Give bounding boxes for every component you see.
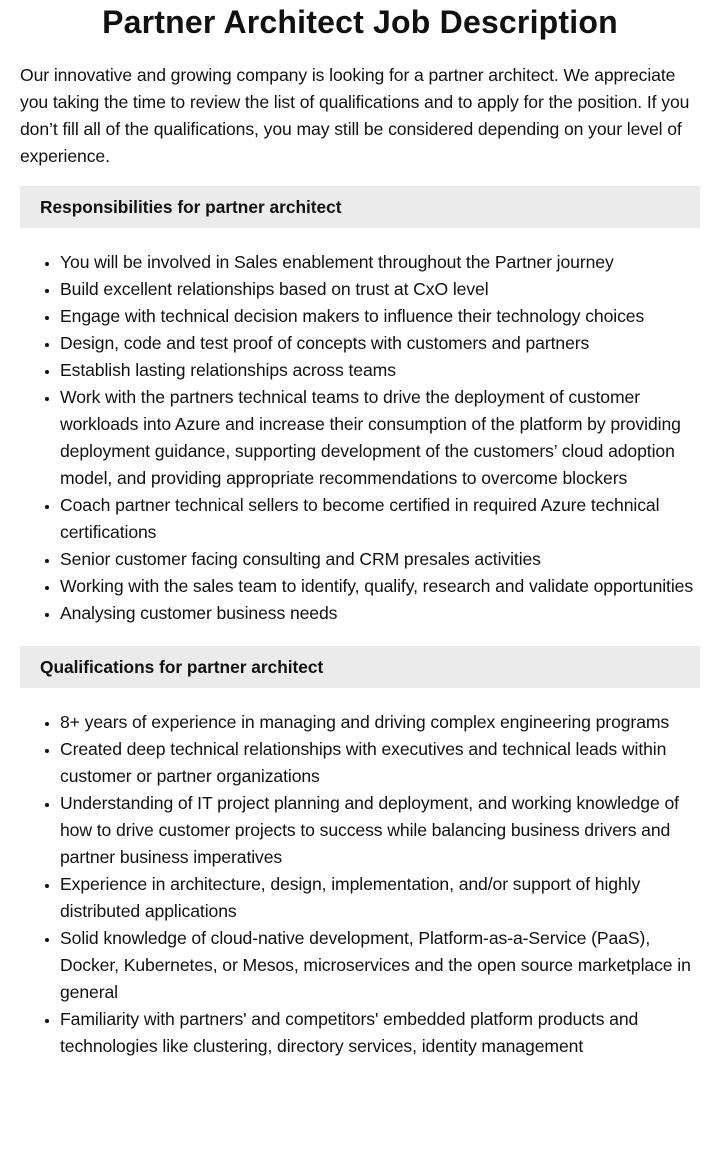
list-item: • Build excellent relationships based on trust at CxO level <box>60 276 700 303</box>
list-item: • 8+ years of experience in managing and driving complex engineering programs <box>60 709 700 736</box>
responsibilities-list <box>20 249 700 627</box>
list-item: • Work with the partners technical teams to drive the deployment of customer workloads into Azure and increase their consumption of the platform by providing deployment guidance, supporting development of the customers’ cloud adoption model, and providing appropriate recommendations to overcome blockers <box>60 384 700 492</box>
qualifications-heading: Qualifications for partner architect <box>20 646 700 688</box>
intro-paragraph: Our innovative and growing company is looking for a partner architect. We appreciate you taking the time to review the list of qualifications and to apply for the position. If you don’t fill all of the qualifications, you may still be considered depending on your level of experience. <box>20 65 690 166</box>
list-item: • Coach partner technical sellers to become certified in required Azure technical certifications <box>60 492 700 546</box>
list-item: • Design, code and test proof of concepts with customers and partners <box>60 330 700 357</box>
list-item: • Working with the sales team to identify, qualify, research and validate opportunities <box>60 573 700 600</box>
page-title: Partner Architect Job Description <box>102 4 618 40</box>
list-item: • Engage with technical decision makers to influence their technology choices <box>60 303 700 330</box>
qualifications-list <box>20 709 700 1060</box>
list-item: • Created deep technical relationships with executives and technical leads within customer or partner organizations <box>60 736 700 790</box>
list-item: • You will be involved in Sales enablement throughout the Partner journey <box>60 249 700 276</box>
list-item: • Establish lasting relationships across teams <box>60 357 700 384</box>
list-item: • Solid knowledge of cloud-native development, Platform-as-a-Service (PaaS), Docker, Kubernetes, or Mesos, microservices and the open source marketplace in general <box>60 925 700 1006</box>
list-item: • Understanding of IT project planning and deployment, and working knowledge of how to drive customer projects to success while balancing business drivers and partner business imperatives <box>60 790 700 871</box>
responsibilities-heading: Responsibilities for partner architect <box>20 186 700 228</box>
list-item: • Analysing customer business needs <box>60 600 700 627</box>
list-item: • Experience in architecture, design, implementation, and/or support of highly distributed applications <box>60 871 700 925</box>
list-item: • Familiarity with partners' and competitors' embedded platform products and technologies like clustering, directory services, identity management <box>60 1006 700 1060</box>
list-item: • Senior customer facing consulting and CRM presales activities <box>60 546 700 573</box>
